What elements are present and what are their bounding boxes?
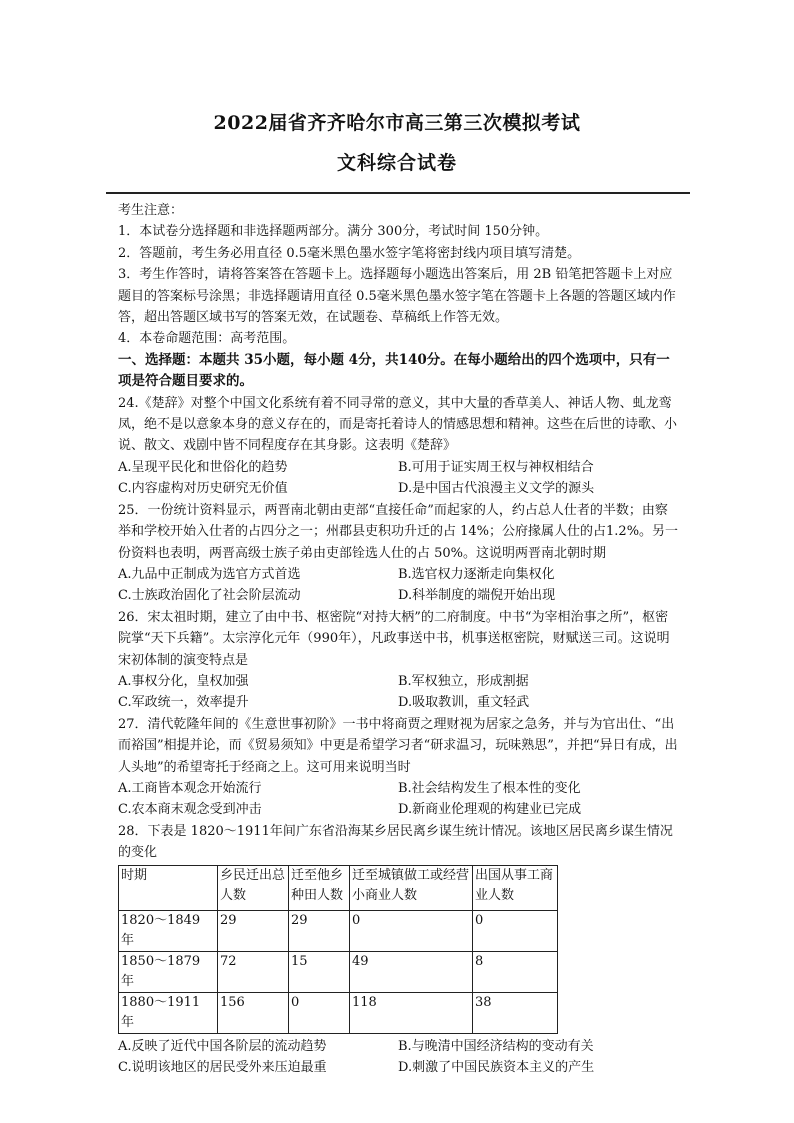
question-stem: 26．宋太祖时期，建立了由中书、枢密院“对持大柄”的二府制度。中书“为宰相治事之所”，枢密院掌“天下兵籍”。太宗淳化元年（990年），凡政事送中书，机事送枢密院，财赋送三司。这说明宋初体制的演变特点是	[118, 609, 670, 668]
option-b: B.军权独立，形成割据	[398, 673, 529, 689]
table-cell: 156	[218, 992, 289, 1033]
notice-heading: 考生注意：	[118, 203, 184, 218]
option-d: D.刺激了中国民族资本主义的产生	[398, 1060, 595, 1075]
notice-item: 4．本卷命题范围：高考范围。	[118, 331, 296, 347]
migration-table	[118, 865, 558, 1034]
table-row	[119, 910, 558, 951]
option-b: B.社会结构发生了根本性的变化	[398, 780, 581, 796]
option-d: D.科举制度的端倪开始出现	[398, 588, 556, 604]
table-cell: 15	[289, 951, 350, 992]
question-options	[118, 778, 680, 821]
option-a: A.工商皆本观念开始流行	[118, 780, 262, 796]
notice-item: 2．答题前，考生务必用直径 0.5毫米黑色墨水签字笔将密封线内项目填写清楚。	[118, 245, 581, 261]
table-cell: 1820～1849 年	[119, 910, 218, 951]
table-cell: 72	[218, 951, 289, 992]
table-row	[119, 992, 558, 1033]
table-row	[119, 951, 558, 992]
notice-item: 3．考生作答时，请将答案答在答题卡上。选择题每小题选出答案后，用 2B 铅笔把答题卡上对应题目的答案标号涂黑；非选择题请用直径 0.5毫米黑色墨水签字笔在答题卡上各题的答题区域内作答，超出答题区域书写的答案无效，在试题卷、草稿纸上作答无效。	[118, 267, 676, 326]
option-d: D.吸取教训，重文轻武	[398, 695, 530, 711]
table-cell: 0	[350, 910, 473, 951]
option-b: B.选官权力逐渐走向集权化	[398, 566, 555, 582]
question-stem: 24.《楚辞》对整个中国文化系统有着不同寻常的意义，其中大量的香草美人、神话人物、虬龙鸾凤，绝不是以意象本身的意义存在的，而是寄托着诗人的情感思想和精神。这些在后世的诗歌、小说、散文、戏剧中皆不同程度存在其身影。这表明《楚辞》	[118, 395, 678, 454]
table-cell: 8	[473, 951, 558, 992]
option-c: C.说明该地区的居民受外来压迫最重	[118, 1060, 327, 1075]
exam-title: 2022届省齐齐哈尔市高三第三次模拟考试	[213, 112, 581, 134]
option-b: B.与晚清中国经济结构的变动有关	[398, 1038, 594, 1054]
option-c: C.军政统一，效率提升	[118, 695, 249, 711]
table-header-cell: 迁至他乡种田人数	[289, 865, 350, 910]
header-divider	[106, 192, 690, 194]
table-cell: 49	[350, 951, 473, 992]
option-d: D.是中国古代浪漫主义文学的源头	[398, 481, 595, 497]
question-stem: 27．清代乾隆年间的《生意世事初阶》一书中将商贾之理财视为居家之急务，并与为官出仕、“出而裕国”相提并论，而《贸易须知》中更是希望学习者“研求温习，玩味熟思”，并把“异日有成，出人头地”的希望寄托于经商之上。这可用来说明当时	[118, 716, 678, 775]
option-a: A.九品中正制成为选官方式首选	[118, 566, 301, 582]
notice-item: 1．本试卷分选择题和非选择题两部分。满分 300分，考试时间 150分钟。	[118, 224, 549, 240]
section-instruction: 一、选择题：本题共 35小题，每小题 4分，共140分。在每小题给出的四个选项中，只有一项是符合题目要求的。	[118, 351, 670, 390]
table-cell: 0	[289, 992, 350, 1033]
question-options	[118, 564, 680, 607]
question-options	[118, 1036, 680, 1079]
table-cell: 29	[218, 910, 289, 951]
table-cell: 1850～1879 年	[119, 951, 218, 992]
question-options	[118, 457, 680, 500]
table-cell: 38	[473, 992, 558, 1033]
exam-subtitle: 文科综合试卷	[336, 152, 457, 174]
option-c: C.内容虚构对历史研究无价值	[118, 481, 288, 497]
question-stem: 28．下表是 1820～1911年间广东省沿海某乡居民离乡谋生统计情况。该地区居民离乡谋生情况的变化	[118, 823, 673, 861]
table-header-cell: 出国从事工商业人数	[473, 865, 558, 910]
table-header-cell: 时期	[119, 865, 218, 910]
option-a: A.呈现平民化和世俗化的趋势	[118, 459, 288, 475]
option-b: B.可用于证实周王权与神权相结合	[398, 459, 594, 475]
table-cell: 29	[289, 910, 350, 951]
question-options	[118, 671, 680, 714]
option-c: C.士族政治固化了社会阶层流动	[118, 588, 301, 604]
option-a: A.事权分化，皇权加强	[118, 673, 249, 689]
table-cell: 0	[473, 910, 558, 951]
question-stem: 25．一份统计资料显示，两晋南北朝由吏部“直接任命”而起家的人，约占总人仕者的半数；由察举和学校开始入仕者的占四分之一；州郡县吏积功升迁的占 14%；公府掾属人仕的占1.2%。另一份资料也表明，两晋高级士族子弟由吏部铨选人仕的占 50%。这说明两晋南北朝时期	[118, 502, 679, 561]
option-c: C.农本商末观念受到冲击	[118, 802, 262, 818]
table-cell: 1880～1911 年	[119, 992, 218, 1033]
exam-body	[118, 200, 680, 1078]
option-a: A.反映了近代中国各阶层的流动趋势	[118, 1038, 327, 1054]
table-cell: 118	[350, 992, 473, 1033]
table-header-cell: 乡民迁出总人数	[218, 865, 289, 910]
table-header-row	[119, 865, 558, 910]
table-header-cell: 迁至城镇做工或经营小商业人数	[350, 865, 473, 910]
option-d: D.新商业伦理观的构建业已完成	[398, 802, 582, 818]
